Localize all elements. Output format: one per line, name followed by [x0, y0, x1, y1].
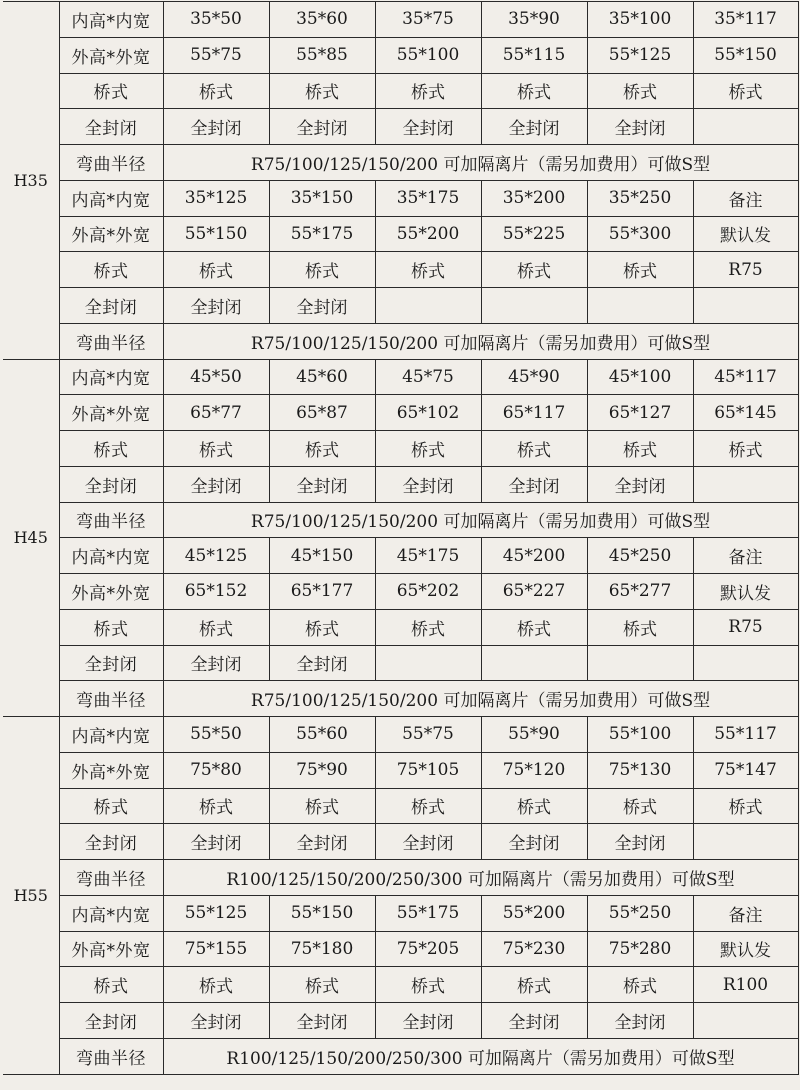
table-row: [3, 145, 798, 181]
table-cell: [587, 288, 693, 324]
table-cell: 桥式: [375, 252, 481, 288]
table-body: [3, 2, 798, 1075]
table-cell: 全封闭: [163, 466, 269, 502]
table-cell: 桥式: [481, 609, 587, 645]
table-cell: 75*105: [375, 752, 481, 788]
table-cell: 桥式: [269, 788, 375, 824]
table-cell: 45*150: [269, 538, 375, 574]
table-cell: 桥式: [269, 967, 375, 1003]
table-cell: 桥式: [587, 609, 693, 645]
row-label: 全封闭: [59, 645, 163, 681]
table-cell: 桥式: [269, 252, 375, 288]
table-cell: 55*125: [163, 895, 269, 931]
table-cell: 55*100: [587, 717, 693, 753]
table-cell: 全封闭: [269, 645, 375, 681]
table-cell: R100: [693, 967, 798, 1003]
table-cell: 全封闭: [587, 824, 693, 860]
table-cell: 备注: [693, 180, 798, 216]
table-cell: 65*277: [587, 574, 693, 610]
table-cell: 35*117: [693, 2, 798, 38]
table-cell: 桥式: [163, 431, 269, 467]
table-row: [3, 860, 798, 896]
table-cell: 备注: [693, 895, 798, 931]
row-label: 弯曲半径: [59, 860, 163, 896]
table-cell: 桥式: [587, 252, 693, 288]
table-cell: 桥式: [163, 73, 269, 109]
table-cell: 全封闭: [375, 466, 481, 502]
row-label: 外高*外宽: [59, 574, 163, 610]
row-label: 外高*外宽: [59, 37, 163, 73]
table-cell: 35*250: [587, 180, 693, 216]
table-cell: 55*150: [269, 895, 375, 931]
table-row: [3, 538, 798, 574]
table-row: [3, 37, 798, 73]
table-cell: 55*50: [163, 717, 269, 753]
table-row: [3, 752, 798, 788]
bend-radius-note: R75/100/125/150/200 可加隔离片（需另加费用）可做S型: [163, 323, 798, 359]
table-cell: 全封闭: [163, 109, 269, 145]
table-cell: 全封闭: [481, 824, 587, 860]
table-cell: 55*75: [375, 717, 481, 753]
table-cell: 65*202: [375, 574, 481, 610]
series-label: H35: [3, 2, 59, 360]
table-row: [3, 788, 798, 824]
table-row: [3, 288, 798, 324]
row-label: 全封闭: [59, 109, 163, 145]
table-cell: 55*115: [481, 37, 587, 73]
table-cell: 55*200: [375, 216, 481, 252]
table-cell: 55*85: [269, 37, 375, 73]
table-row: [3, 359, 798, 395]
table-cell: 35*60: [269, 2, 375, 38]
table-cell: 全封闭: [375, 109, 481, 145]
bend-radius-note: R75/100/125/150/200 可加隔离片（需另加费用）可做S型: [163, 502, 798, 538]
table-cell: 全封闭: [375, 824, 481, 860]
table-cell: 55*175: [375, 895, 481, 931]
row-label: 桥式: [59, 431, 163, 467]
row-label: 桥式: [59, 73, 163, 109]
table-cell: 35*100: [587, 2, 693, 38]
table-cell: 55*117: [693, 717, 798, 753]
table-cell: [693, 645, 798, 681]
table-row: [3, 609, 798, 645]
table-cell: 全封闭: [375, 1003, 481, 1039]
table-cell: [375, 288, 481, 324]
table-cell: 默认发: [693, 216, 798, 252]
table-row: [3, 574, 798, 610]
row-label: 全封闭: [59, 288, 163, 324]
row-label: 内高*内宽: [59, 2, 163, 38]
series-label: H45: [3, 359, 59, 717]
table-row: [3, 252, 798, 288]
table-cell: 55*175: [269, 216, 375, 252]
table-cell: 桥式: [269, 609, 375, 645]
table-row: [3, 824, 798, 860]
table-cell: 默认发: [693, 931, 798, 967]
table-row: [3, 645, 798, 681]
table-cell: 55*200: [481, 895, 587, 931]
table-cell: 35*125: [163, 180, 269, 216]
table-cell: [481, 645, 587, 681]
table-cell: 桥式: [375, 73, 481, 109]
table-cell: 55*75: [163, 37, 269, 73]
table-row: [3, 216, 798, 252]
row-label: 桥式: [59, 788, 163, 824]
table-cell: 桥式: [163, 788, 269, 824]
table-cell: 全封闭: [163, 288, 269, 324]
table-cell: 35*150: [269, 180, 375, 216]
table-row: [3, 73, 798, 109]
table-cell: 桥式: [481, 73, 587, 109]
table-cell: 备注: [693, 538, 798, 574]
table-cell: 全封闭: [163, 645, 269, 681]
table-cell: 45*100: [587, 359, 693, 395]
table-cell: 75*80: [163, 752, 269, 788]
table-row: [3, 931, 798, 967]
table-cell: 45*125: [163, 538, 269, 574]
table-cell: 55*225: [481, 216, 587, 252]
row-label: 桥式: [59, 967, 163, 1003]
bend-radius-note: R75/100/125/150/200 可加隔离片（需另加费用）可做S型: [163, 681, 798, 717]
table-cell: 桥式: [587, 431, 693, 467]
table-cell: 全封闭: [481, 466, 587, 502]
table-cell: 75*180: [269, 931, 375, 967]
table-cell: 75*155: [163, 931, 269, 967]
table-cell: [693, 466, 798, 502]
table-cell: [693, 1003, 798, 1039]
table-cell: 桥式: [269, 431, 375, 467]
table-cell: 65*227: [481, 574, 587, 610]
table-cell: 75*120: [481, 752, 587, 788]
table-cell: 45*75: [375, 359, 481, 395]
row-label: 桥式: [59, 252, 163, 288]
table-cell: 75*147: [693, 752, 798, 788]
row-label: 弯曲半径: [59, 145, 163, 181]
table-cell: 全封闭: [163, 824, 269, 860]
bend-radius-note: R75/100/125/150/200 可加隔离片（需另加费用）可做S型: [163, 145, 798, 181]
table-cell: 全封闭: [269, 824, 375, 860]
table-row: [3, 395, 798, 431]
table-cell: 桥式: [481, 431, 587, 467]
row-label: 外高*外宽: [59, 395, 163, 431]
row-label: 外高*外宽: [59, 931, 163, 967]
row-label: 弯曲半径: [59, 681, 163, 717]
bend-radius-note: R100/125/150/200/250/300 可加隔离片（需另加费用）可做S型: [163, 1038, 798, 1074]
table-cell: 65*177: [269, 574, 375, 610]
table-row: [3, 895, 798, 931]
table-row: [3, 466, 798, 502]
table-cell: [693, 288, 798, 324]
table-cell: 桥式: [481, 252, 587, 288]
table-row: [3, 431, 798, 467]
row-label: 内高*内宽: [59, 538, 163, 574]
table-cell: 桥式: [163, 252, 269, 288]
table-cell: R75: [693, 609, 798, 645]
table-row: [3, 180, 798, 216]
table-cell: 35*75: [375, 2, 481, 38]
table-cell: 55*150: [693, 37, 798, 73]
table-cell: 35*90: [481, 2, 587, 38]
table-cell: 桥式: [693, 788, 798, 824]
table-cell: 55*150: [163, 216, 269, 252]
table-cell: 桥式: [481, 967, 587, 1003]
table-row: [3, 109, 798, 145]
table-cell: 55*300: [587, 216, 693, 252]
table-cell: 55*100: [375, 37, 481, 73]
table-cell: 桥式: [693, 73, 798, 109]
table-cell: 桥式: [481, 788, 587, 824]
row-label: 内高*内宽: [59, 180, 163, 216]
row-label: 外高*外宽: [59, 752, 163, 788]
table-cell: 全封闭: [587, 466, 693, 502]
table-cell: 65*77: [163, 395, 269, 431]
row-label: 内高*内宽: [59, 359, 163, 395]
table-cell: 75*230: [481, 931, 587, 967]
table-cell: 45*90: [481, 359, 587, 395]
table-cell: 桥式: [375, 431, 481, 467]
table-cell: 65*152: [163, 574, 269, 610]
table-cell: 75*130: [587, 752, 693, 788]
row-label: 全封闭: [59, 466, 163, 502]
table-cell: 65*145: [693, 395, 798, 431]
row-label: 弯曲半径: [59, 1038, 163, 1074]
table-cell: [375, 645, 481, 681]
table-cell: 45*60: [269, 359, 375, 395]
table-row: [3, 323, 798, 359]
row-label: 弯曲半径: [59, 323, 163, 359]
table-cell: 桥式: [375, 967, 481, 1003]
series-label: H55: [3, 717, 59, 1075]
table-cell: 45*50: [163, 359, 269, 395]
bend-radius-note: R100/125/150/200/250/300 可加隔离片（需另加费用）可做S型: [163, 860, 798, 896]
table-cell: 35*175: [375, 180, 481, 216]
table-cell: 全封闭: [481, 1003, 587, 1039]
table-cell: 55*250: [587, 895, 693, 931]
table-cell: 75*280: [587, 931, 693, 967]
table-cell: 全封闭: [481, 109, 587, 145]
table-cell: 全封闭: [587, 1003, 693, 1039]
row-label: 外高*外宽: [59, 216, 163, 252]
table-cell: 65*87: [269, 395, 375, 431]
table-row: [3, 1003, 798, 1039]
table-cell: 75*205: [375, 931, 481, 967]
row-label: 内高*内宽: [59, 717, 163, 753]
table-row: [3, 2, 798, 38]
table-cell: 45*175: [375, 538, 481, 574]
table-cell: 全封闭: [269, 466, 375, 502]
table-cell: 65*117: [481, 395, 587, 431]
table-row: [3, 1038, 798, 1074]
table-cell: 75*90: [269, 752, 375, 788]
table-cell: 全封闭: [269, 288, 375, 324]
spec-table: [3, 1, 799, 1075]
table-cell: 全封闭: [269, 109, 375, 145]
table-cell: [587, 645, 693, 681]
table-cell: 桥式: [163, 967, 269, 1003]
table-cell: 桥式: [693, 431, 798, 467]
table-row: [3, 967, 798, 1003]
table-cell: [693, 824, 798, 860]
table-cell: 桥式: [375, 609, 481, 645]
table-cell: 55*125: [587, 37, 693, 73]
table-row: [3, 681, 798, 717]
table-cell: 桥式: [163, 609, 269, 645]
table-cell: 35*50: [163, 2, 269, 38]
table-cell: 桥式: [375, 788, 481, 824]
table-cell: 65*102: [375, 395, 481, 431]
row-label: 全封闭: [59, 1003, 163, 1039]
table-cell: [693, 109, 798, 145]
table-cell: 桥式: [587, 73, 693, 109]
row-label: 全封闭: [59, 824, 163, 860]
table-cell: [481, 288, 587, 324]
row-label: 内高*内宽: [59, 895, 163, 931]
table-cell: 全封闭: [163, 1003, 269, 1039]
table-cell: 65*127: [587, 395, 693, 431]
table-cell: 默认发: [693, 574, 798, 610]
table-row: [3, 717, 798, 753]
table-cell: 55*60: [269, 717, 375, 753]
row-label: 弯曲半径: [59, 502, 163, 538]
row-label: 桥式: [59, 609, 163, 645]
table-cell: 桥式: [587, 967, 693, 1003]
table-cell: 45*117: [693, 359, 798, 395]
table-row: [3, 502, 798, 538]
table-cell: 55*90: [481, 717, 587, 753]
table-cell: 35*200: [481, 180, 587, 216]
table-cell: 全封闭: [587, 109, 693, 145]
table-cell: 45*250: [587, 538, 693, 574]
table-cell: R75: [693, 252, 798, 288]
table-cell: 全封闭: [269, 1003, 375, 1039]
table-cell: 桥式: [269, 73, 375, 109]
table-cell: 45*200: [481, 538, 587, 574]
table-cell: 桥式: [587, 788, 693, 824]
